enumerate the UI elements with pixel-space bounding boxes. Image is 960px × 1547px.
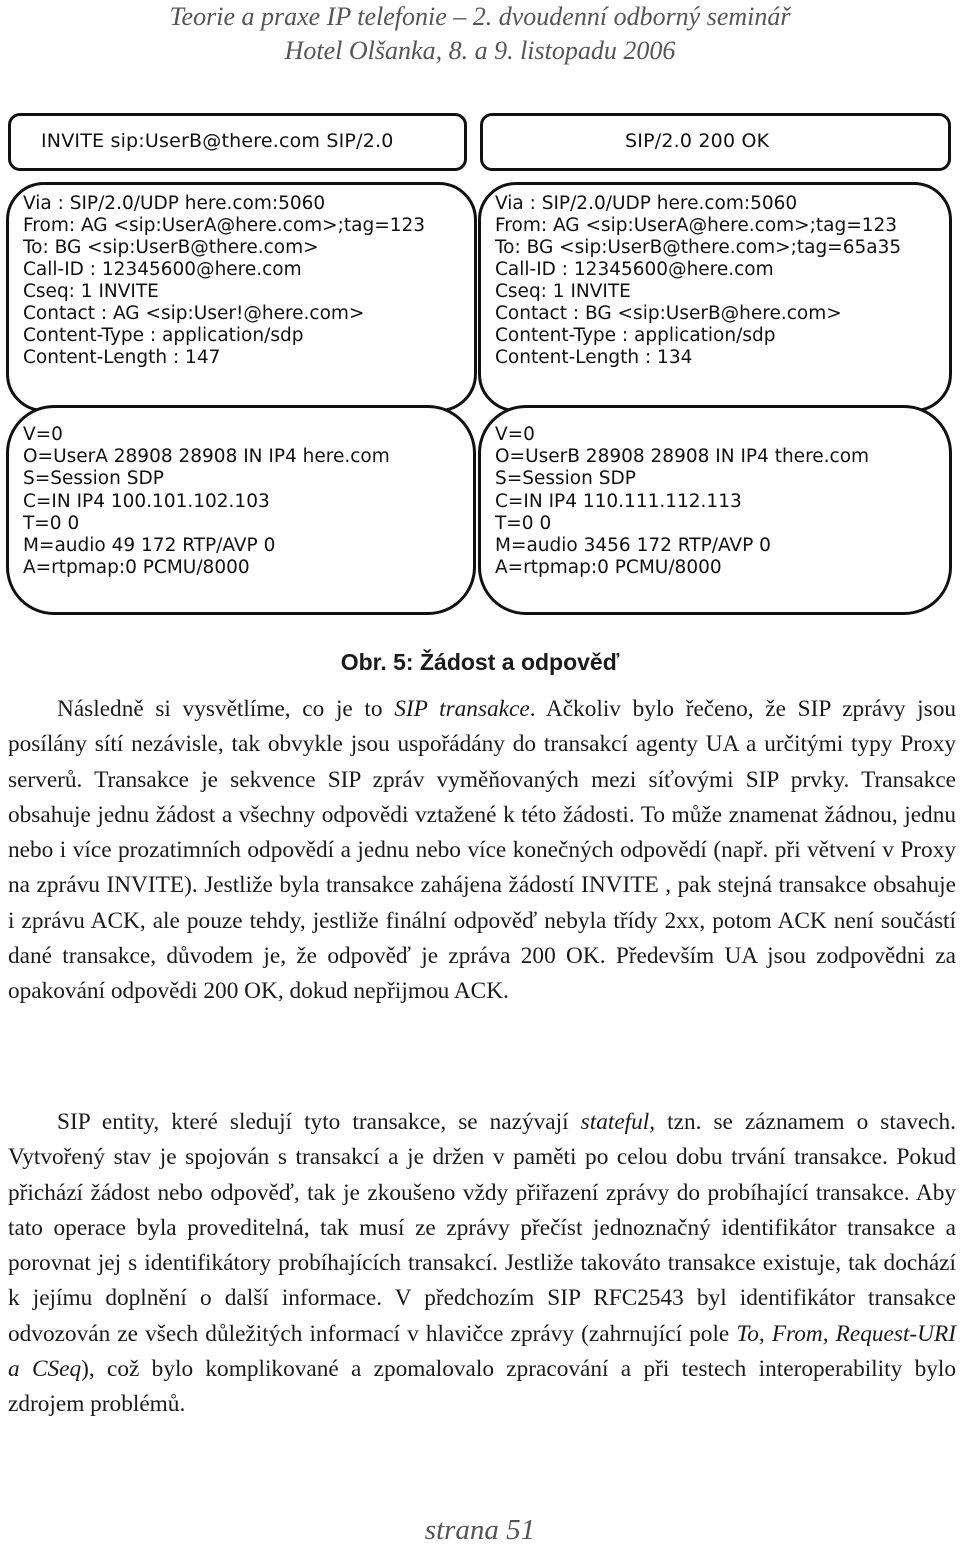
sdp-line: A=rtpmap:0 PCMU/8000 bbox=[23, 557, 250, 579]
page-number: strana 51 bbox=[424, 1514, 536, 1546]
sdp-line: O=UserA 28908 28908 IN IP4 here.com bbox=[23, 446, 390, 468]
sdp-line: T=0 0 bbox=[495, 512, 552, 534]
request-headers bbox=[23, 193, 425, 369]
header-line: Content-Type : application/sdp bbox=[495, 325, 776, 346]
request-sdp bbox=[23, 424, 390, 579]
sdp-line: S=Session SDP bbox=[23, 468, 164, 490]
header-line: To: BG <sip:UserB@there.com> bbox=[23, 237, 319, 258]
sdp-line: M=audio 3456 172 RTP/AVP 0 bbox=[495, 535, 771, 557]
header-line: Call-ID : 12345600@here.com bbox=[495, 259, 774, 280]
sdp-line: V=0 bbox=[495, 424, 535, 445]
sdp-line: C=IN IP4 100.101.102.103 bbox=[23, 490, 270, 512]
header-line: Content-Type : application/sdp bbox=[23, 325, 304, 346]
response-start-line-box bbox=[480, 113, 951, 171]
header-line: Cseq: 1 INVITE bbox=[23, 281, 159, 302]
response-sdp-box bbox=[478, 405, 952, 615]
header-line: Contact : BG <sip:UserB@here.com> bbox=[495, 303, 842, 324]
sdp-line: O=UserB 28908 28908 IN IP4 there.com bbox=[495, 446, 870, 468]
header-line-2: Hotel Olšanka, 8. a 9. listopadu 2006 bbox=[284, 36, 676, 65]
sdp-line: T=0 0 bbox=[23, 512, 80, 534]
request-start-line-box bbox=[8, 113, 467, 171]
request-headers-box bbox=[6, 182, 477, 412]
response-sdp bbox=[495, 424, 869, 579]
response-headers bbox=[495, 193, 901, 369]
header-line: Content-Length : 134 bbox=[495, 347, 693, 368]
term-sip-transaction: SIP transakce bbox=[394, 696, 530, 722]
header-line: From: AG <sip:UserA@here.com>;tag=123 bbox=[495, 215, 898, 236]
sdp-line: C=IN IP4 110.111.112.113 bbox=[495, 490, 742, 512]
header-line: Via : SIP/2.0/UDP here.com:5060 bbox=[495, 193, 798, 214]
header-line: Content-Length : 147 bbox=[23, 347, 221, 368]
paragraph-1 bbox=[8, 692, 956, 1010]
paragraph-text: SIP entity, které sledují tyto transakce, se nazývají bbox=[57, 1109, 581, 1135]
sdp-line: M=audio 49 172 RTP/AVP 0 bbox=[23, 535, 276, 557]
request-start-line: INVITE sip:UserB@there.com SIP/2.0 bbox=[41, 130, 394, 152]
header-line: Contact : AG <sip:User!@here.com> bbox=[23, 303, 365, 324]
header-line: Call-ID : 12345600@here.com bbox=[23, 259, 302, 280]
header-line: Cseq: 1 INVITE bbox=[495, 281, 631, 302]
sdp-line: S=Session SDP bbox=[495, 468, 636, 490]
paragraph-text: ), což bylo komplikované a zpomalovalo zpracování a při testech interoperability bylo zdrojem problémů. bbox=[8, 1356, 956, 1418]
header-line: Via : SIP/2.0/UDP here.com:5060 bbox=[23, 193, 326, 214]
response-headers-box bbox=[478, 182, 952, 412]
header-line-1: Teorie a praxe IP telefonie – 2. dvoudenní odborný seminář bbox=[169, 2, 791, 31]
header-line: To: BG <sip:UserB@there.com>;tag=65a35 bbox=[495, 237, 902, 258]
request-sdp-box bbox=[6, 405, 476, 615]
paragraph-text: Následně si vysvětlíme, co je to bbox=[57, 696, 395, 722]
response-start-line: SIP/2.0 200 OK bbox=[625, 130, 770, 152]
paragraph-2 bbox=[8, 1105, 956, 1423]
term-fields: To, From, Request-URI a CSeq bbox=[8, 1320, 956, 1383]
paragraph-text: . Ačkoliv bylo řečeno, že SIP zprávy jsou posílány sítí nezávisle, tak obvykle jsou uspořádány do transakcí agenty UA a určitými typy Proxy serverů. Transakce je sekvence SIP zpráv vyměňovaných mezi síťovými SIP prvky. Transakce obsahuje jednu žádost a všechny odpovědi vztažené k této žádosti. To může znamenat žádnou, jednu nebo i více prozatimních odpovědí a jednu nebo více konečných odpovědí (např. při větvení v Proxy na zprávu INVITE). Jestliže byla transakce zahájena žádostí INVITE , pak stejná transakce obsahuje i zprávu ACK, ale pouze tehdy, jestliže finální odpověď nebyla třídy 2xx, potom ACK není součástí dané transakce, důvodem je, že odpověď je zpráva 200 OK. Především UA jsou zodpovědni za opakování odpovědi 200 OK, dokud nepřijmou ACK. bbox=[8, 696, 956, 1005]
sdp-line: V=0 bbox=[23, 424, 63, 445]
header-line: From: AG <sip:UserA@here.com>;tag=123 bbox=[23, 215, 426, 236]
term-stateful: stateful bbox=[580, 1109, 650, 1135]
sdp-line: A=rtpmap:0 PCMU/8000 bbox=[495, 557, 722, 579]
figure-caption: Obr. 5: Žádost a odpověď bbox=[340, 649, 620, 675]
paragraph-text: , tzn. se záznamem o stavech. Vytvořený stav je spojován s transakcí a je držen v paměti po celou dobu trvání transakce. Pokud přichází žádost nebo odpověď, tak je zkoušeno vždy přiřazení zprávy do probíhající transakce. Aby tato operace byla proveditelná, tak musí ze zprávy přečíst jednoznačný identifikátor transakce a porovnat jej s identifikátory probíhajících transakcí. Jestliže takováto transakce existuje, tak dochází k jejímu doplnění o další informace. V předchozím SIP RFC2543 byl identifikátor transakce odvozován ze všech důležitých informací v hlavičce zprávy (zahrnující pole bbox=[8, 1109, 956, 1347]
